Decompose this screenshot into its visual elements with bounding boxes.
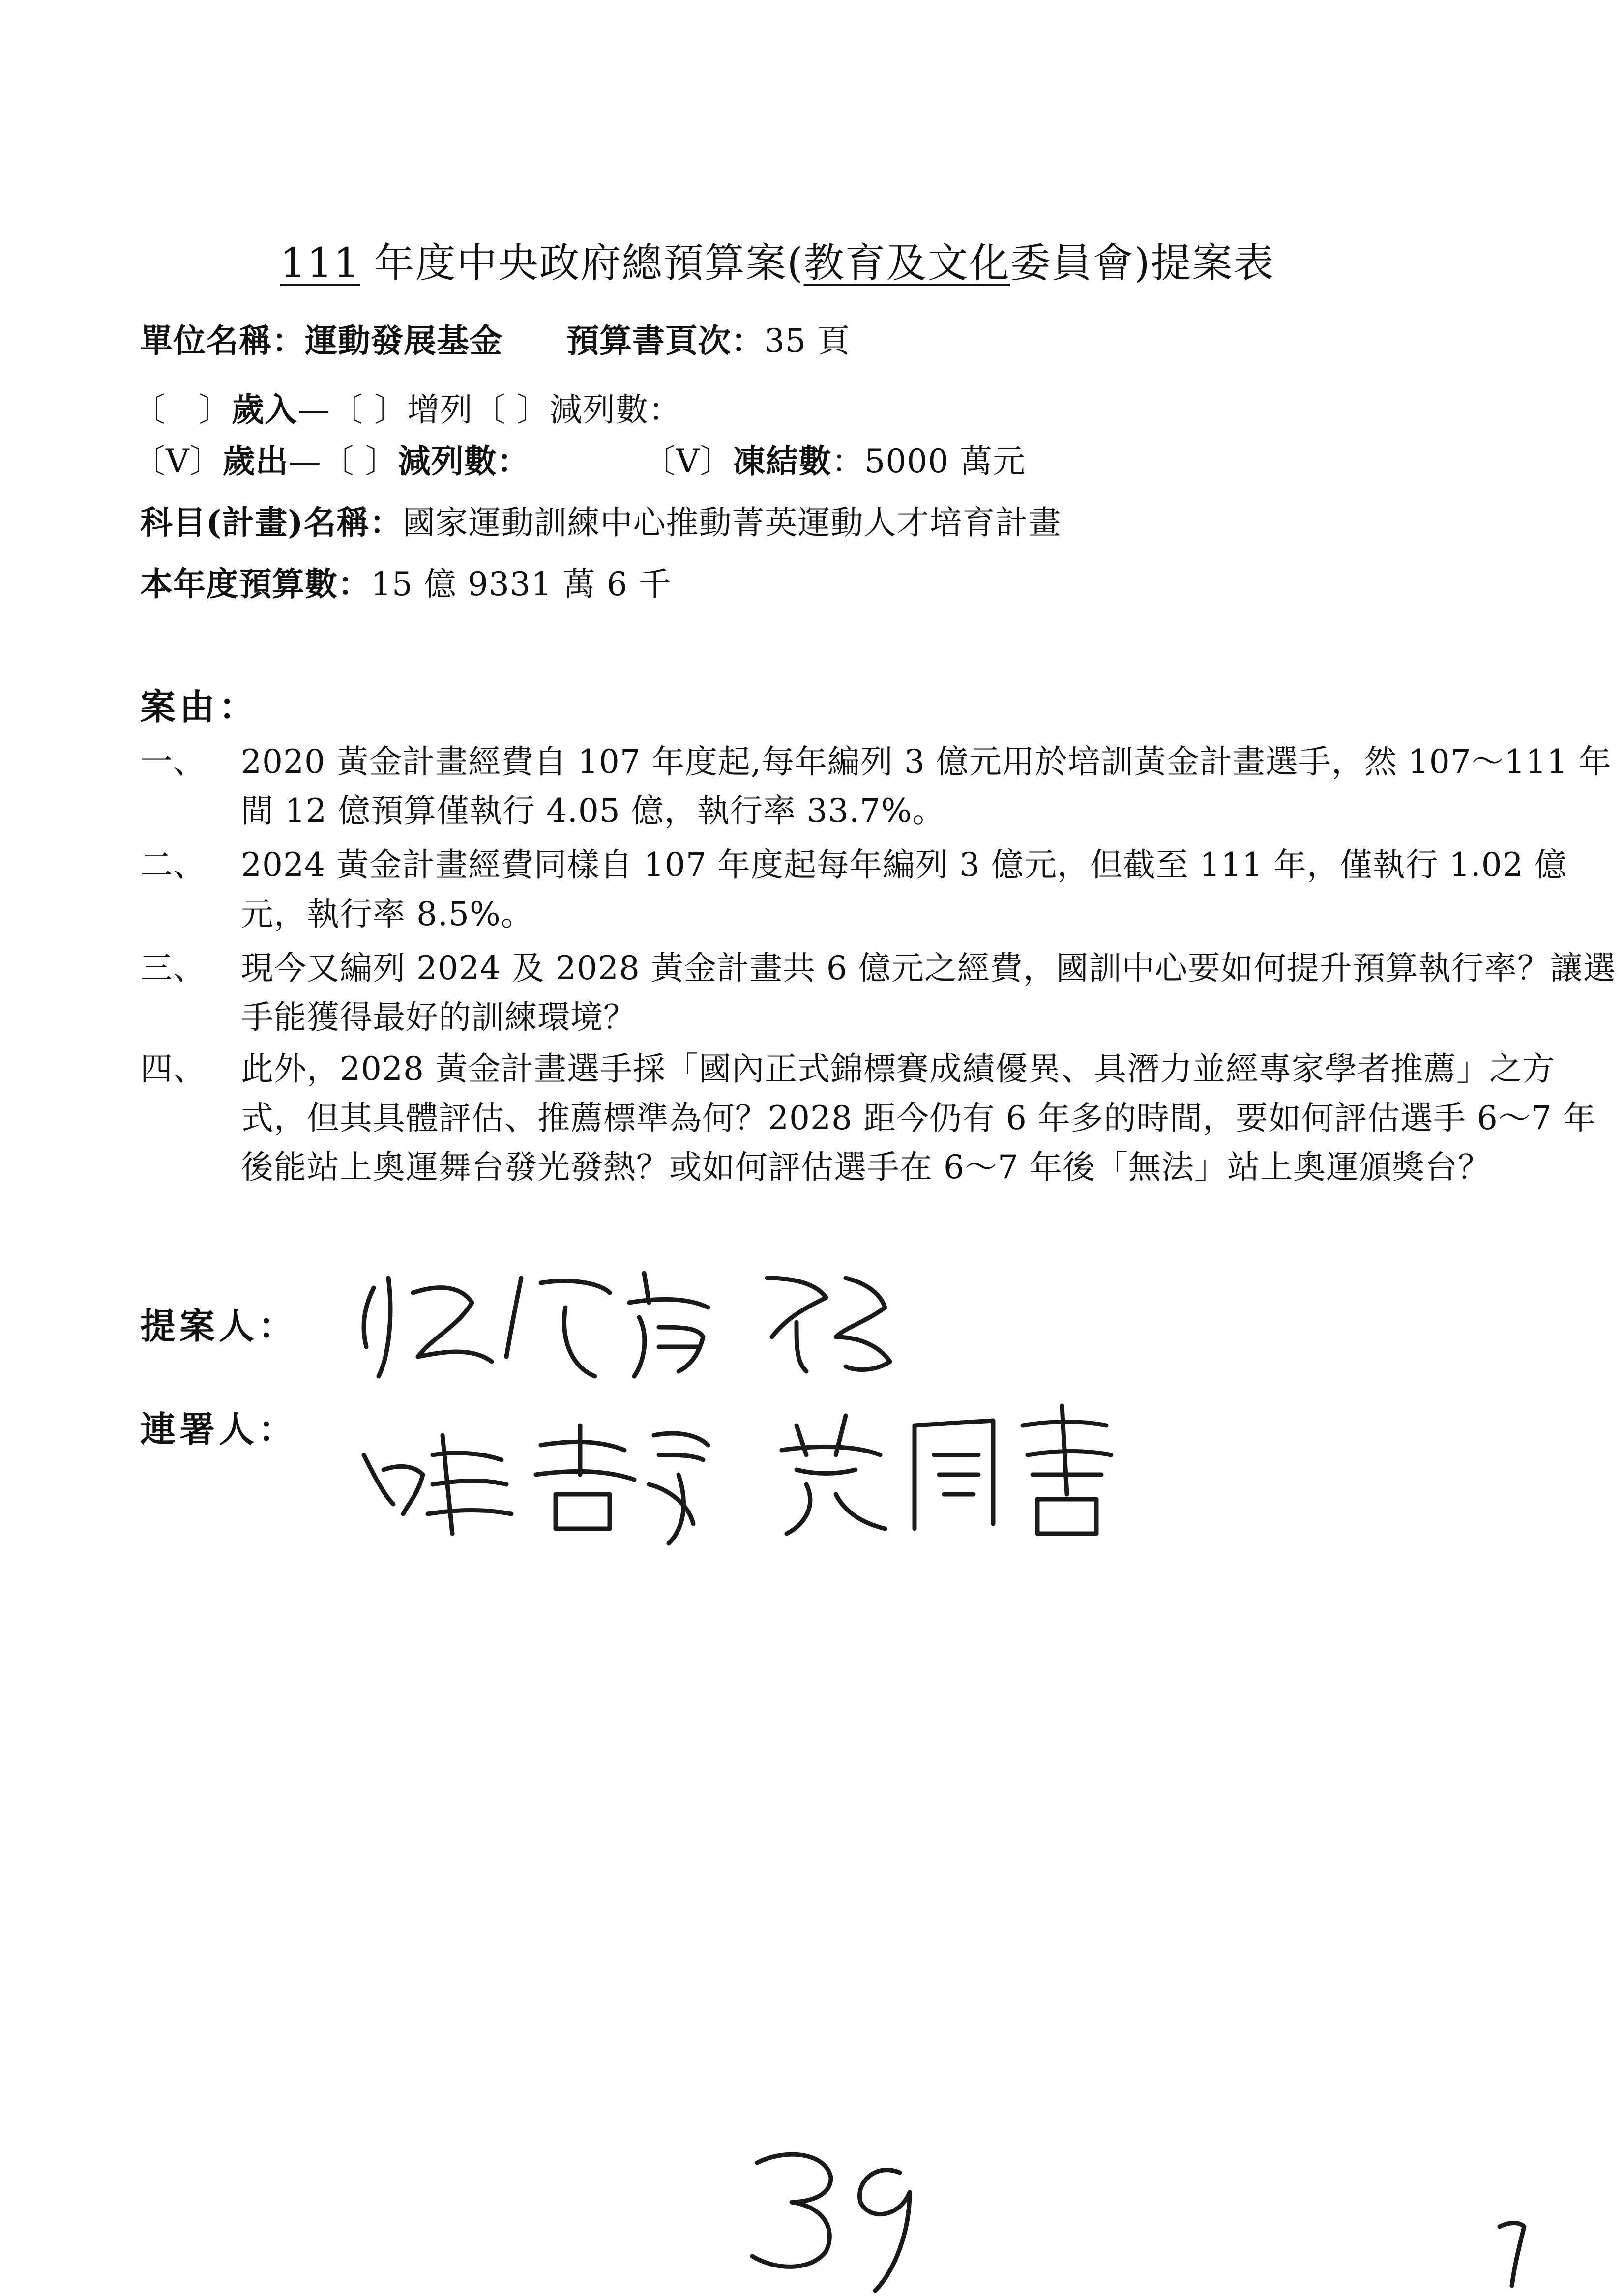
page-value: 35 頁 xyxy=(764,322,850,360)
revenue-dash: — xyxy=(297,391,330,429)
cosigner-signature-1 xyxy=(364,1425,708,1543)
page-label: 預算書頁次： xyxy=(566,321,764,360)
expense-checkbox: 〔V〕 xyxy=(133,442,223,480)
freeze-checkbox: 〔V〕 xyxy=(643,442,733,480)
increase-checkbox: 〔 〕 xyxy=(330,391,407,429)
case-item-text: 2020 黃金計畫經費自 107 年度起,每年編列 3 億元用於培訓黃金計畫選手，然 107～111 年間 12 億預算僅執行 4.05 億，執行率 33.7%。 xyxy=(241,743,1612,830)
revenue-checkbox: 〔 〕 xyxy=(133,391,232,429)
increase-label: 增列 xyxy=(407,391,473,429)
case-item-number: 二、 xyxy=(140,846,206,884)
case-heading: 案由： xyxy=(140,686,259,727)
freeze-value: ：5000 萬元 xyxy=(831,442,1026,480)
title-part2: 委員會)提案表 xyxy=(1010,240,1275,287)
case-item-number: 三、 xyxy=(140,949,206,987)
expense-decrease-checkbox: 〔 〕 xyxy=(321,442,398,480)
budget-value: 15 億 9331 萬 6 千 xyxy=(371,565,672,603)
title-year: 111 xyxy=(280,240,360,287)
freeze-label: 凍結數 xyxy=(733,442,832,480)
proposer-label: 提案人： xyxy=(140,1305,298,1347)
subject-label: 科目(計畫)名稱： xyxy=(140,503,403,542)
case-item-text: 2024 黃金計畫經費同樣自 107 年度起每年編列 3 億元，但截至 111 年，僅執行 1.02 億元，執行率 8.5%。 xyxy=(241,846,1567,933)
case-item-text: 此外，2028 黃金計畫選手採「國內正式錦標賽成績優異、具潛力並經專家學者推薦」之方式，但其具體評估、推薦標準為何？2028 距今仍有 6 年多的時間，要如何評估選手 6～7 年後能站上奧運舞台發光發熱？或如何評估選手在 6～7 年後「無法」站上奧運頒獎台？ xyxy=(241,1050,1596,1186)
case-item-text: 現今又編列 2024 及 2028 黃金計畫共 6 億元之經費，國訓中心要如何提升預算執行率？讓選手能獲得最好的訓練環境？ xyxy=(241,949,1616,1036)
cosigner-label: 連署人： xyxy=(140,1408,298,1450)
case-item-number: 一、 xyxy=(140,743,206,781)
subject-value: 國家運動訓練中心推動菁英運動人才培育計畫 xyxy=(402,504,1062,542)
handwritten-corner-mark xyxy=(1500,2223,1524,2286)
title-committee: 教育及文化 xyxy=(803,240,1010,287)
case-item-number: 四、 xyxy=(140,1050,206,1088)
proposer-signature xyxy=(364,1273,890,1376)
budget-label: 本年度預算數： xyxy=(140,565,371,603)
expense-decrease-label: 減列數： xyxy=(398,442,530,480)
revenue-decrease-checkbox: 〔 〕 xyxy=(472,391,550,429)
expense-dash: — xyxy=(288,442,322,480)
revenue-label: 歲入 xyxy=(232,390,297,429)
title-part1: 年度中央政府總預算案( xyxy=(360,240,804,287)
unit-label: 單位名稱：運動發展基金 xyxy=(140,321,502,360)
handwritten-page-number xyxy=(752,2154,910,2291)
expense-label: 歲出 xyxy=(222,442,289,480)
cosigner-signature-2 xyxy=(782,1406,1111,1534)
revenue-decrease-label: 減列數： xyxy=(549,391,681,429)
